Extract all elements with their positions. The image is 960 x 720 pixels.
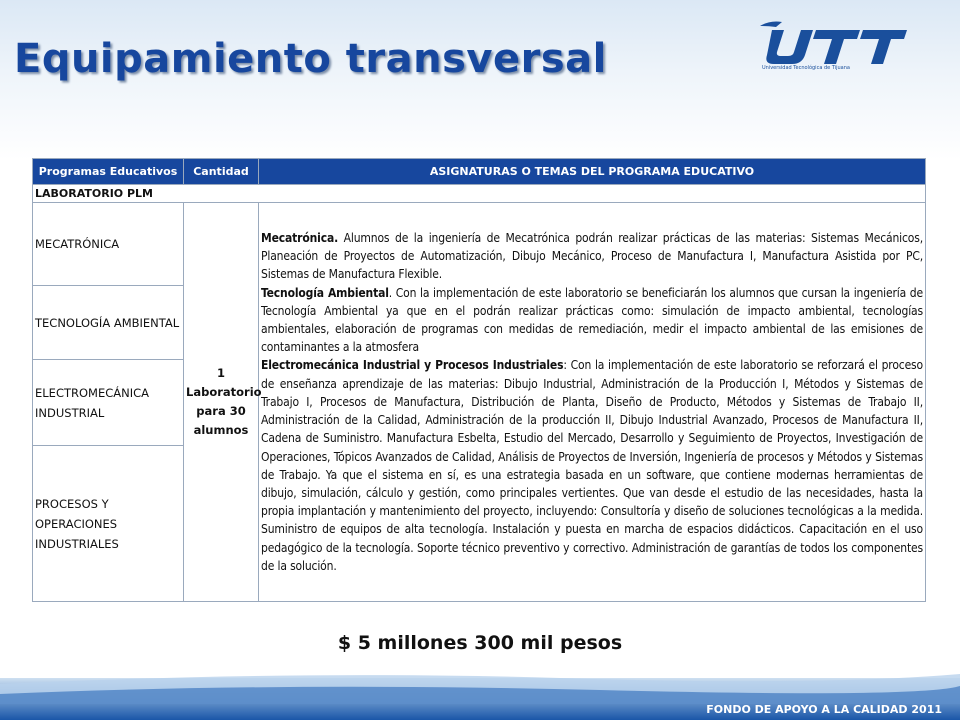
paragraph-ambiental — [261, 284, 923, 357]
subjects-description — [259, 203, 926, 602]
paragraph-lead: Electromecánica Industrial y Procesos Industriales — [261, 358, 564, 373]
page-title: Equipamiento transversal — [14, 36, 607, 82]
program-mecatronica: MECATRÓNICA — [33, 203, 184, 286]
column-header-subjects: ASIGNATURAS O TEMAS DEL PROGRAMA EDUCATIVO — [259, 159, 926, 185]
paragraph-electromecanica — [261, 356, 923, 574]
paragraph-text: . Con la implementación de este laboratorio se beneficiarán los alumnos que cursan la ingeniería de Tecnología Ambiental ya que en el podrán realizar prácticas como: simulación de impacto ambiental, tecnologías ambientales, elaboración de programas con medidas de remediación, medir el impacto ambiental de las emisiones de contaminantes a la atmosfera — [261, 285, 923, 355]
paragraph-mecatronica — [261, 229, 923, 284]
equipment-table — [32, 158, 926, 602]
column-header-quantity: Cantidad — [184, 159, 259, 185]
table-row — [33, 203, 926, 286]
program-electromecanica: ELECTROMECÁNICA INDUSTRIAL — [33, 360, 184, 446]
table-header-row — [33, 159, 926, 185]
paragraph-lead: Mecatrónica. — [261, 231, 339, 246]
section-label: LABORATORIO PLM — [33, 185, 926, 203]
section-row — [33, 185, 926, 203]
paragraph-text: : Con la implementación de este laboratorio se reforzará el proceso de enseñanza aprendizaje de las materias: Dibujo Industrial, Administración de la Producción I, Métodos y Sistemas de Trabajo I, Procesos de Manufactura, Distribución de Planta, Diseño de Producto, Métodos y Sistemas de Trabajo II, Administración de la Calidad, Administración de la producción II, Dibujo Industrial Avanzado, Procesos de Manufactura II, Cadena de Suministro. Manufactura Esbelta, Estudio del Mercado, Desarrollo y Seguimiento de Proyectos, Investigación de Operaciones, Tópicos Avanzados de Calidad, Análisis de Proyectos de Inversión, Ingeniería de procesos y Métodos y Sistemas de Trabajo. Ya que el sistema en sí, es una estrategia basada en un software, que contiene modernas herramientas de dibujo, simulación, cálculo y gestión, como principales vertientes. Que van desde el estudio de las necesidades, hasta la propia implantación y mantenimiento del proyecto, incluyendo: Consultoría y diseño de soluciones tecnológicas a la medida. Suministro de equipos de alta tecnología. Instalación y puesta en marcha de espacios didácticos. Capacitación en el uso pedagógico de la tecnología. Soporte técnico preventivo y correctivo. Administración de garantías de todos los componentes de la solución. — [261, 358, 923, 573]
paragraph-text: Alumnos de la ingeniería de Mecatrónica podrán realizar prácticas de las materias: Sistemas Mecánicos, Planeación de Proyectos de Automatización, Dibujo Mecánico, Proceso de Manufactura I, Manufactura Asistida por PC, Sistemas de Manufactura Flexible. — [261, 231, 923, 282]
logo-subtitle: Universidad Tecnológica de Tijuana — [762, 65, 850, 71]
paragraph-lead: Tecnología Ambiental — [261, 285, 389, 300]
column-header-programs: Programas Educativos — [33, 159, 184, 185]
footer-wave — [0, 664, 960, 704]
quantity-cell: 1 Laboratorio para 30 alumnos — [184, 203, 259, 602]
program-procesos: PROCESOS Y OPERACIONES INDUSTRIALES — [33, 446, 184, 602]
program-tecnologia-ambiental: TECNOLOGÍA AMBIENTAL — [33, 286, 184, 360]
total-amount: $ 5 millones 300 mil pesos — [337, 632, 623, 654]
footer-label: FONDO DE APOYO A LA CALIDAD 2011 — [706, 703, 942, 716]
